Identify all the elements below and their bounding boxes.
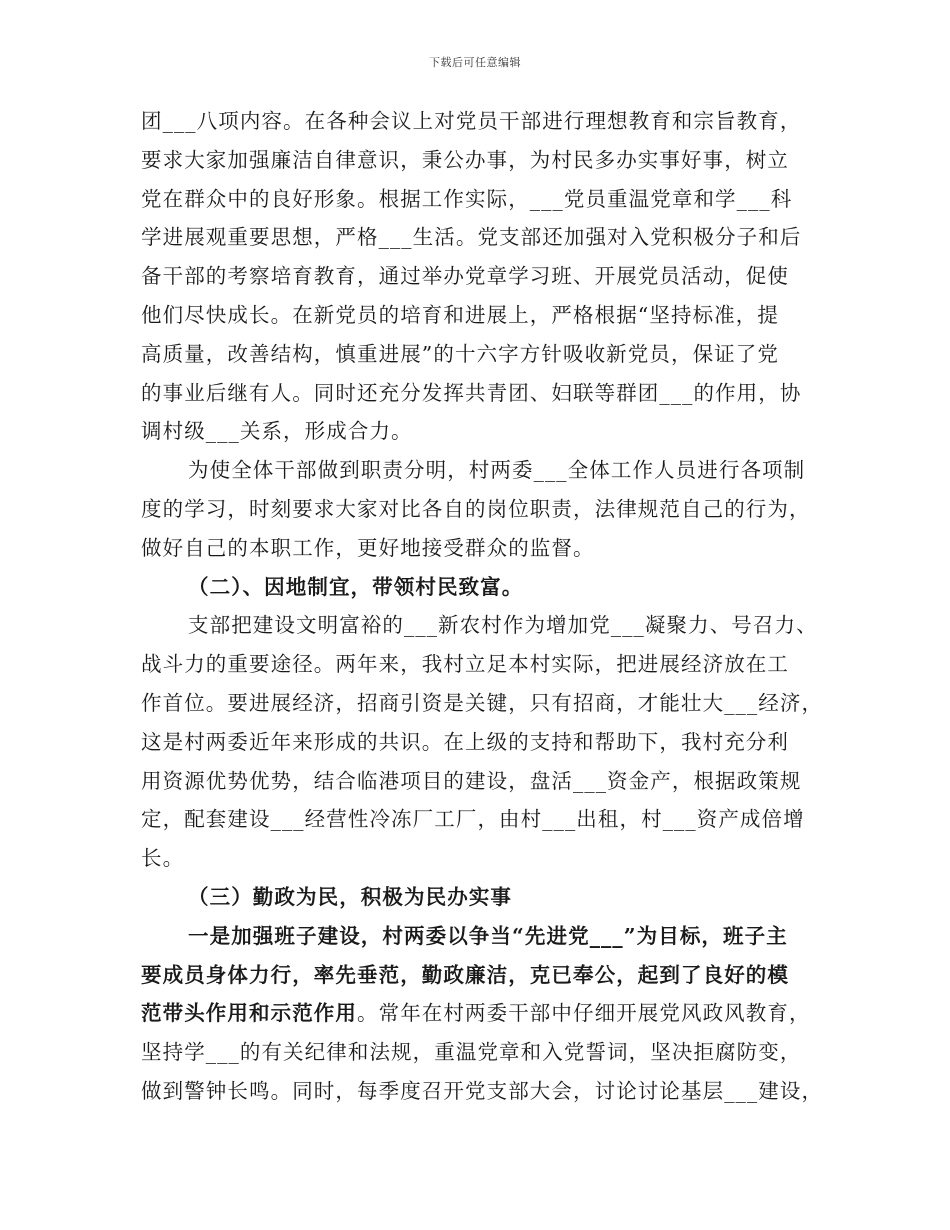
- text-line: （三）勤政为民，积极为民办实事: [188, 884, 512, 909]
- text-line: 定，配套建设___经营性冷冻厂工厂，由村___出租，村___资产成倍增: [141, 807, 805, 832]
- text-line: 用资源优势优势，结合临港项目的建设，盘活___资金产，根据政策规: [141, 768, 802, 793]
- text-line: 团___八项内容。在各种会议上对党员干部进行理想教育和宗旨教育，: [141, 109, 802, 133]
- text-line: 坚持学___的有关纪律和法规，重温党章和入党誓词，坚决拒腐防变，: [141, 1040, 802, 1065]
- text-line: 要求大家加强廉洁自律意识，秉公办事，为村民多办实事好事，树立: [141, 147, 789, 172]
- text-line: 的事业后继有人。同时还充分发挥共青团、妇联等群团___的作用，协: [141, 380, 802, 405]
- text-line: 他们尽快成长。在新党员的培育和进展上，严格根据“坚持标准，提: [141, 302, 779, 327]
- text-line: 长。: [141, 846, 185, 871]
- text-line: 做到警钟长鸣。同时，每季度召开党支部大会，讨论讨论基层___建设，: [141, 1078, 824, 1103]
- text-line: 做好自己的本职工作，更好地接受群众的监督。: [141, 535, 595, 560]
- text-line: 调村级___关系，形成合力。: [141, 419, 413, 444]
- text-line: 学进展观重要思想，严格___生活。党支部还加强对入党积极分子和后: [141, 225, 802, 250]
- document-body: [141, 102, 825, 1111]
- text-line: 这是村两委近年来形成的共识。在上级的支持和帮助下，我村充分利: [141, 729, 789, 754]
- text-line: [141, 994, 825, 1033]
- text-line: 战斗力的重要途径。两年来，我村立足本村实际，把进展经济放在工: [141, 652, 789, 677]
- bold-text-segment: 范带头作用和示范作用: [141, 1001, 357, 1026]
- text-line: 作首位。要进展经济，招商引资是关键，只有招商，才能壮大___经济，: [141, 690, 824, 715]
- text-segment: 。常年在村两委干部中仔细开展党风政风教育，: [357, 1001, 811, 1026]
- text-line: （二）、因地制宜，带领村民致富。: [188, 574, 524, 599]
- text-line: 备干部的考察培育教育，通过举办党章学习班、开展党员活动，促使: [141, 264, 789, 289]
- text-line: 为使全体干部做到职责分明，村两委___全体工作人员进行各项制: [188, 458, 806, 483]
- text-line: 要成员身体力行，率先垂范，勤政廉洁，克已奉公，起到了良好的模: [141, 962, 789, 987]
- text-line: 高质量，改善结构，慎重进展”的十六字方针吸收新党员，保证了党: [141, 341, 779, 366]
- text-line: 一是加强班子建设，村两委以争当“先进党___”为目标，班子主: [188, 923, 788, 948]
- text-line: 党在群众中的良好形象。根据工作实际，___党员重温党章和学___科: [141, 186, 793, 211]
- text-line: 支部把建设文明富裕的___新农村作为增加党___凝聚力、号召力、: [188, 613, 818, 638]
- text-line: 度的学习，时刻要求大家对比各自的岗位职责，法律规范自己的行为，: [141, 496, 811, 521]
- page-header-note: 下载后可任意编辑: [429, 56, 521, 69]
